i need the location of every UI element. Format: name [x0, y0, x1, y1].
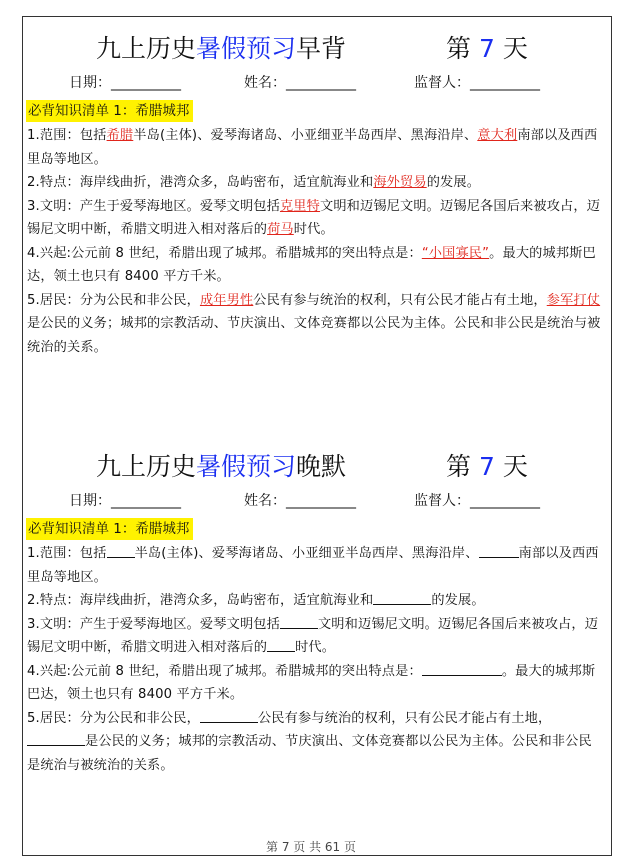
item-feature: 2.特点：海岸线曲折，港湾众多，岛屿密布，适宜航海业和海外贸易的发展。 — [27, 175, 481, 190]
item-civilization: 3.文明：产生于爱琴海地区。爱琴文明包括克里特文明和迈锡尼文明。迈锡尼各国后来被攻占，迈锡尼文明中断，希腊文明进入相对落后的荷马时代。 — [27, 198, 601, 237]
supervisor-field: 监督人：__________ — [414, 75, 540, 91]
item-scope: 1.范围：包括 半岛(主体)、爱琴海诸岛、小亚细亚半岛西岸、黑海沿岸、 南部以及西西里岛等地区。 — [27, 542, 604, 589]
item-rise: 4.兴起:公元前 8 世纪，希腊出现了城邦。希腊城邦的突出特点是： 。最大的城邦斯巴达，领土也只有 8400 平方千米。 — [27, 660, 604, 707]
item-civilization: 3.文明：产生于爱琴海地区。爱琴文明包括 文明和迈锡尼文明。迈锡尼各国后来被攻占，迈锡尼文明中断，希腊文明进入相对落后的 时代。 — [27, 613, 604, 660]
fill-blank[interactable] — [280, 614, 318, 629]
answer-text: 成年男性 — [199, 292, 254, 308]
morning-section — [22, 28, 612, 359]
answer-text: 意大利 — [477, 128, 518, 143]
answer-text: 参军打仗 — [546, 292, 601, 308]
answer-text: 克里特 — [279, 198, 320, 214]
evening-day-label: 第 7 天 — [446, 452, 528, 481]
evening-title-main: 九上历史暑假预习晚默 — [96, 452, 347, 481]
fill-blank[interactable] — [267, 637, 295, 652]
evening-title — [22, 446, 612, 488]
morning-title-main: 九上历史暑假预习早背 — [96, 34, 347, 63]
supervisor-field: 监督人：__________ — [414, 493, 540, 509]
morning-title — [22, 28, 612, 70]
fill-blank[interactable] — [27, 731, 85, 746]
item-residents: 5.居民：分为公民和非公民，成年男性公民有参与统治的权利，只有公民才能占有土地，参军打仗是公民的义务；城邦的宗教活动、节庆演出、文体竞赛都以公民为主体。公民和非公民是统治与被统治的关系。 — [27, 292, 601, 355]
fill-blank[interactable] — [107, 543, 135, 558]
page-footer: 第 7 页 共 61 页 — [266, 840, 356, 854]
knowledge-heading: 必背知识清单 1：希腊城邦 — [26, 518, 193, 540]
date-field: 日期：__________ — [69, 75, 181, 91]
fill-blank[interactable] — [200, 708, 258, 723]
fill-blank[interactable] — [479, 543, 519, 558]
answer-text: “小国寡民” — [421, 245, 490, 261]
answer-text: 海外贸易 — [373, 175, 427, 190]
item-rise: 4.兴起:公元前 8 世纪，希腊出现了城邦。希腊城邦的突出特点是：“小国寡民”。最大的城邦斯巴达，领土也只有 8400 平方千米。 — [27, 245, 596, 284]
name-field: 姓名：__________ — [244, 75, 356, 91]
fill-blank[interactable] — [373, 590, 431, 605]
name-field: 姓名：__________ — [244, 493, 356, 509]
morning-meta-row — [22, 70, 612, 96]
item-residents: 5.居民：分为公民和非公民， 公民有参与统治的权利，只有公民才能占有土地，是公民的义务；城邦的宗教活动、节庆演出、文体竞赛都以公民为主体。公民和非公民是统治与被统治的关系。 — [27, 707, 604, 778]
item-scope: 1.范围：包括希腊半岛(主体)、爱琴海诸岛、小亚细亚半岛西岸、黑海沿岸、意大利南部以及西西里岛等地区。 — [27, 128, 598, 167]
evening-meta-row — [22, 488, 612, 514]
evening-section — [22, 446, 612, 777]
fill-blank[interactable] — [422, 661, 502, 676]
date-field: 日期：__________ — [69, 493, 181, 509]
answer-text: 荷马 — [267, 222, 294, 237]
morning-day-label: 第 7 天 — [446, 34, 528, 63]
answer-text: 希腊 — [106, 128, 134, 143]
knowledge-heading: 必背知识清单 1：希腊城邦 — [26, 100, 193, 122]
item-feature: 2.特点：海岸线曲折，港湾众多，岛屿密布，适宜航海业和 的发展。 — [27, 589, 604, 613]
